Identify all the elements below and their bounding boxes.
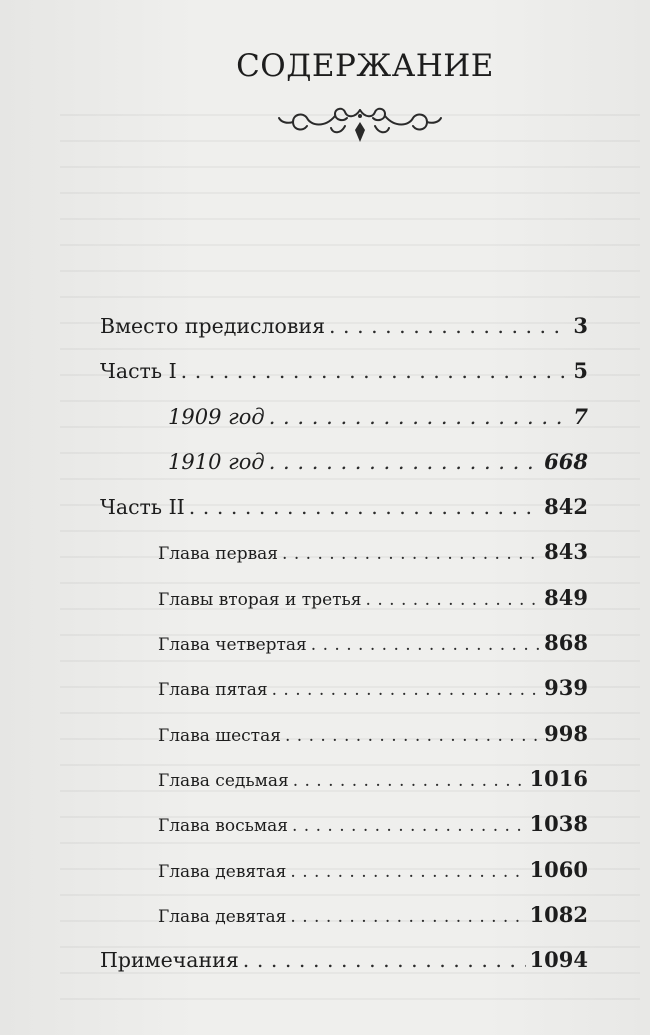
dot-leader [282, 544, 540, 564]
toc-entry-label: Глава шестая [158, 725, 281, 746]
dot-leader [285, 726, 540, 746]
dot-leader [329, 314, 569, 338]
toc-entry-label: Глава седьмая [158, 770, 289, 791]
toc-entry-page: 3 [573, 313, 588, 338]
toc-entry-page: 1060 [529, 856, 588, 882]
toc-entry-label: Глава восьмая [158, 816, 288, 837]
dot-leader [290, 862, 525, 882]
toc-entry [100, 857, 588, 902]
toc-entry [100, 494, 588, 539]
dot-leader [189, 495, 540, 519]
toc-entry-page: 5 [573, 358, 588, 384]
toc-entry [100, 404, 588, 449]
toc-entry-label: Глава четвертая [158, 635, 307, 656]
dot-leader [181, 359, 570, 383]
toc-entry [100, 811, 588, 856]
toc-entry-page: 1016 [529, 765, 588, 791]
toc-entry-page: 1082 [529, 901, 588, 927]
toc-entry-page: 939 [544, 675, 588, 701]
dot-leader [292, 816, 526, 836]
toc-entry-label: Часть II [100, 495, 185, 520]
toc-entry [100, 947, 588, 992]
toc-entry-label: 1910 год [168, 449, 265, 474]
toc-entry-page: 843 [544, 539, 588, 565]
toc-entry [100, 585, 588, 630]
toc-entry-label: Глава девятая [158, 861, 287, 882]
toc-entry-label: Глава пятая [158, 680, 268, 701]
toc-entry [100, 630, 588, 675]
toc-entry-label: 1909 год [168, 404, 265, 429]
toc-entry-page: 7 [573, 403, 588, 429]
page-title: СОДЕРЖАНИЕ [236, 48, 494, 84]
toc-entry-label: Вместо предисловия [100, 314, 326, 338]
toc-entry [100, 721, 588, 766]
toc-entry [100, 539, 588, 584]
dot-leader [272, 680, 541, 700]
toc-entry-label: Глава первая [158, 544, 279, 565]
toc-entry-label: Главы вторая и третья [158, 589, 362, 610]
toc-entry-label: Часть I [100, 359, 177, 384]
toc-entry-page: 868 [544, 630, 588, 656]
table-of-contents [100, 313, 588, 992]
toc-entry-page: 998 [544, 720, 588, 746]
toc-entry-label: Примечания [100, 948, 239, 973]
toc-entry-page: 849 [544, 584, 588, 610]
toc-entry [100, 675, 588, 720]
toc-entry [100, 766, 588, 811]
dot-leader [269, 450, 540, 474]
decorative-flourish-icon [275, 104, 445, 146]
toc-entry [100, 313, 588, 358]
dot-leader [366, 590, 541, 610]
toc-entry-page: 1094 [529, 947, 588, 973]
toc-entry-page: 1038 [529, 811, 588, 837]
toc-entry [100, 449, 588, 494]
toc-entry-page: 668 [544, 448, 588, 474]
toc-entry-label: Глава девятая [158, 906, 287, 927]
dot-leader [243, 948, 526, 972]
toc-entry [100, 358, 588, 403]
dot-leader [269, 405, 570, 429]
dot-leader [290, 907, 525, 927]
dot-leader [293, 771, 526, 791]
toc-entry-page: 842 [544, 494, 588, 520]
toc-entry [100, 902, 588, 947]
dot-leader [311, 635, 540, 655]
